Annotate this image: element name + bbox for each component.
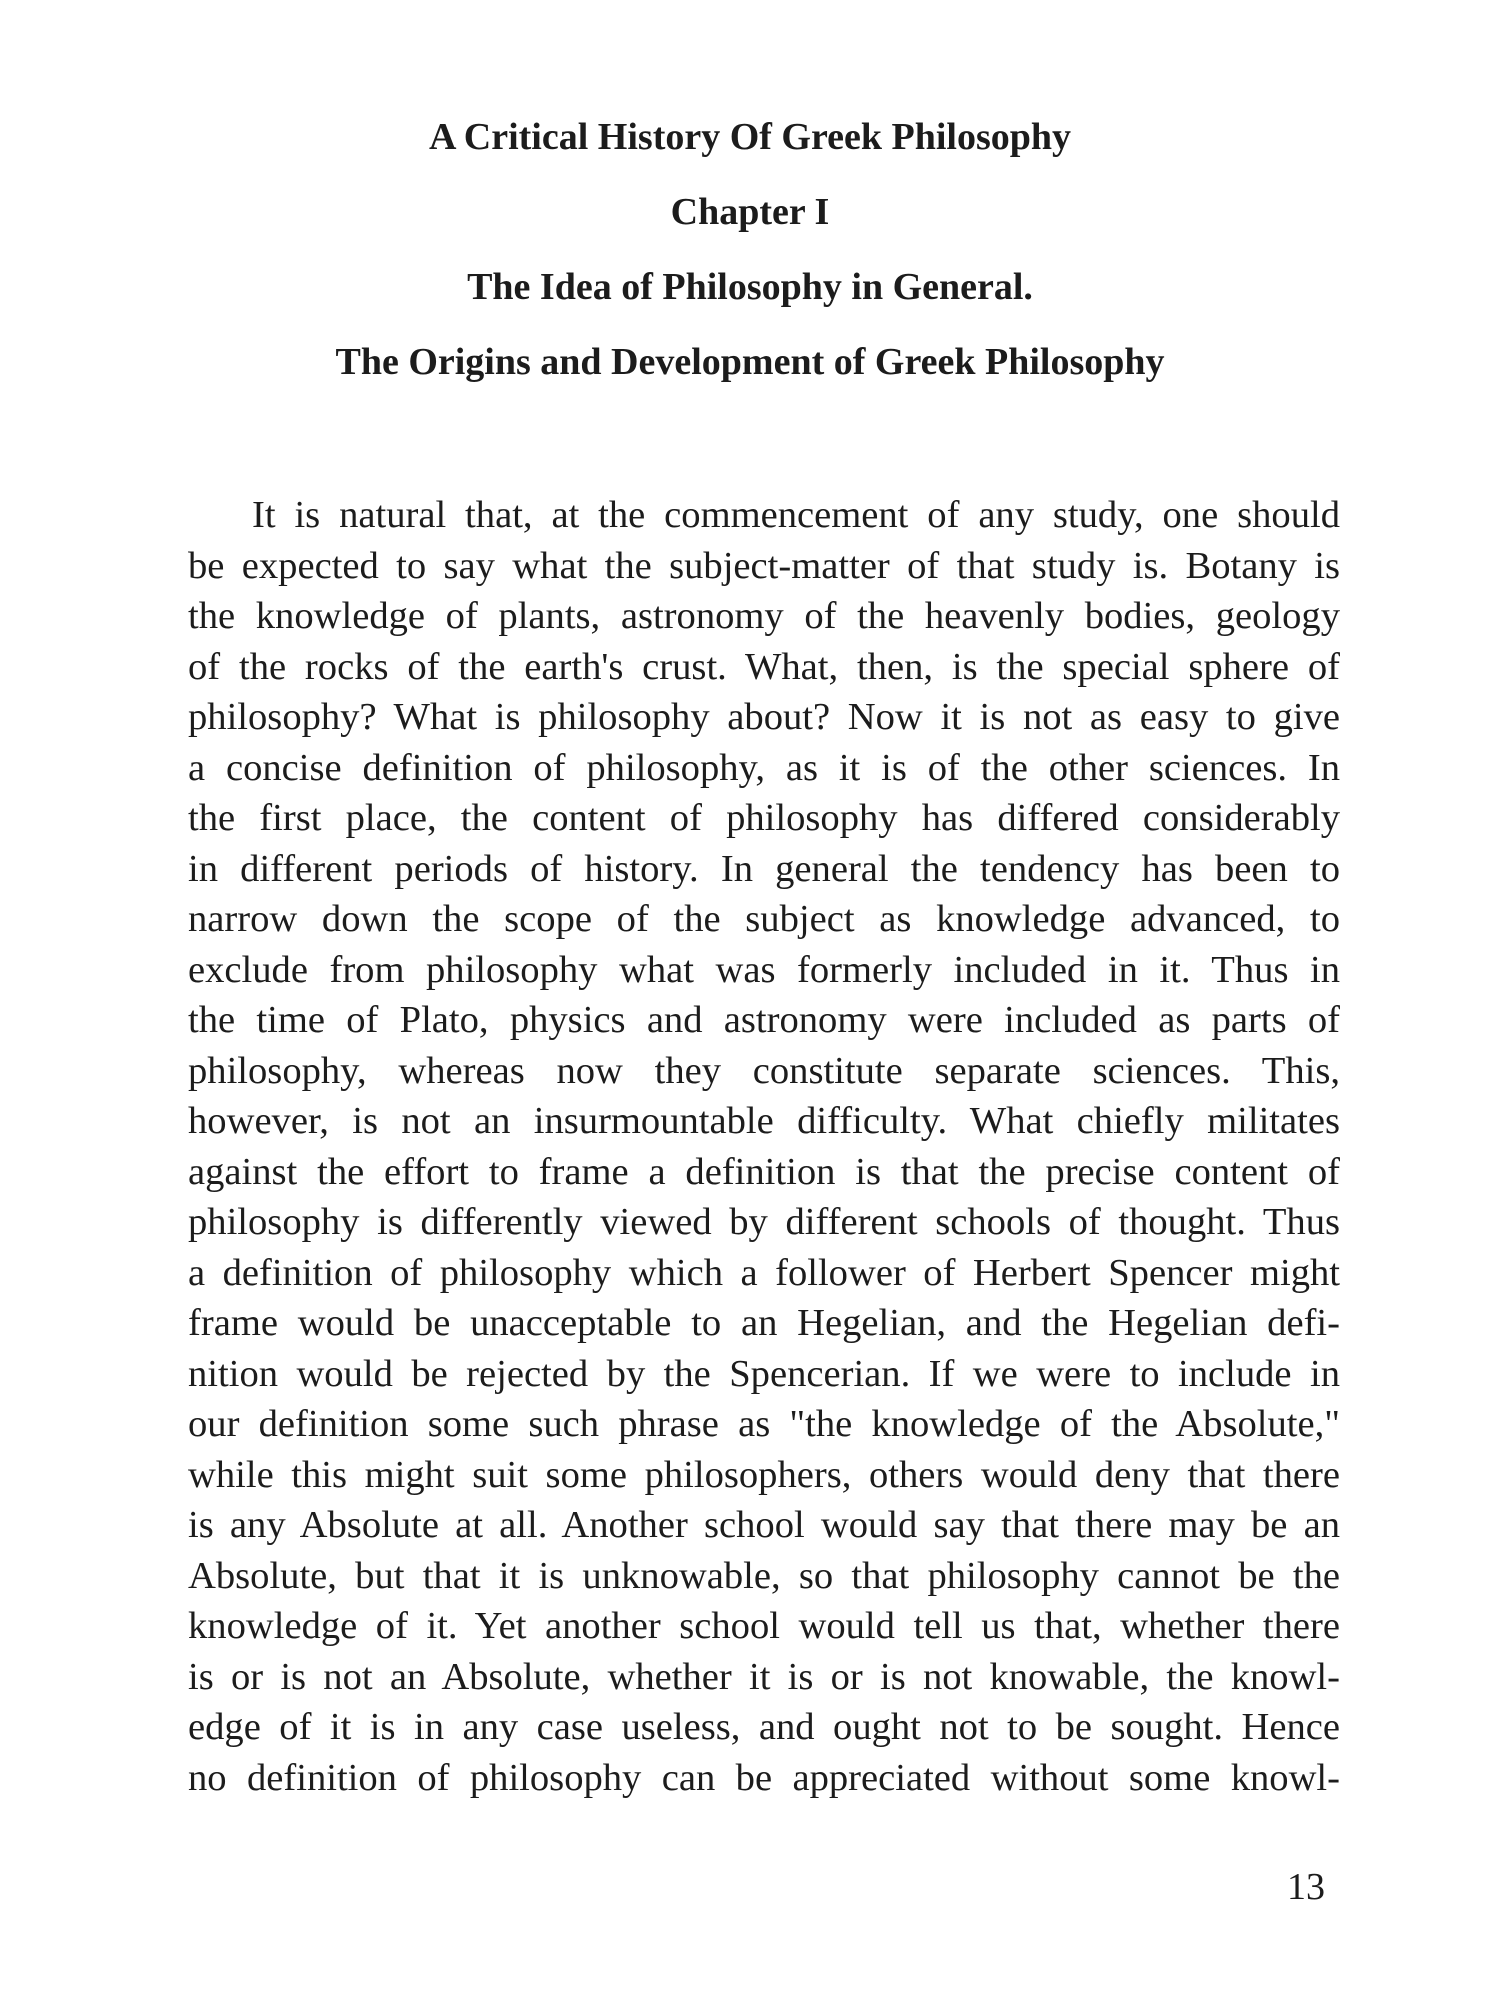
text-line: no definition of philosophy can be appreciated without some knowl- (188, 1756, 1340, 1799)
chapter-title-line-2: The Origins and Development of Greek Philosophy (335, 341, 1165, 383)
text-line: be expected to say what the subject-matter of that study is. Botany is (188, 544, 1340, 587)
text-line: the time of Plato, physics and astronomy were included as parts of (188, 999, 1340, 1041)
text-line: nition would be rejected by the Spencerian. If we were to include in (188, 1352, 1340, 1395)
text-line: the knowledge of plants, astronomy of the heavenly bodies, geology (188, 595, 1340, 637)
text-line: against the effort to frame a definition is that the precise content of (188, 1150, 1340, 1193)
body-paragraph (188, 490, 1340, 1803)
text-line: knowledge of it. Yet another school would tell us that, whether there (188, 1605, 1340, 1647)
page-number: 13 (1287, 1866, 1325, 1908)
text-line: Absolute, but that it is unknowable, so that philosophy cannot be the (188, 1554, 1340, 1597)
text-line: is or is not an Absolute, whether it is or is not knowable, the knowl- (188, 1655, 1340, 1698)
text-line: philosophy? What is philosophy about? Now it is not as easy to give (188, 696, 1340, 738)
text-line: while this might suit some philosophers, others would deny that there (188, 1453, 1340, 1496)
text-line: in different periods of history. In general the tendency has been to (188, 847, 1340, 890)
text-line: a concise definition of philosophy, as it is of the other sciences. In (188, 746, 1340, 789)
text-line: exclude from philosophy what was formerly included in it. Thus in (188, 948, 1340, 991)
chapter-number: Chapter I (670, 191, 830, 233)
text-line: philosophy, whereas now they constitute separate sciences. This, (188, 1049, 1340, 1092)
text-line: edge of it is in any case useless, and ought not to be sought. Hence (188, 1706, 1340, 1748)
chapter-title-line-1: The Idea of Philosophy in General. (467, 266, 1033, 308)
text-line: It is natural that, at the commencement of any study, one should (252, 494, 1340, 536)
text-line: our definition some such phrase as "the knowledge of the Absolute," (188, 1403, 1340, 1445)
text-line: frame would be unacceptable to an Hegelian, and the Hegelian defi- (188, 1302, 1340, 1344)
text-line: narrow down the scope of the subject as knowledge advanced, to (188, 898, 1340, 940)
text-line: however, is not an insurmountable difficulty. What chiefly militates (188, 1100, 1340, 1142)
text-line: a definition of philosophy which a follower of Herbert Spencer might (188, 1251, 1340, 1294)
text-line: of the rocks of the earth's crust. What, then, is the special sphere of (188, 645, 1340, 688)
text-line: is any Absolute at all. Another school would say that there may be an (188, 1504, 1340, 1546)
book-title: A Critical History Of Greek Philosophy (428, 116, 1072, 158)
text-line: philosophy is differently viewed by different schools of thought. Thus (188, 1201, 1340, 1243)
text-line: the first place, the content of philosophy has differed considerably (188, 797, 1340, 839)
